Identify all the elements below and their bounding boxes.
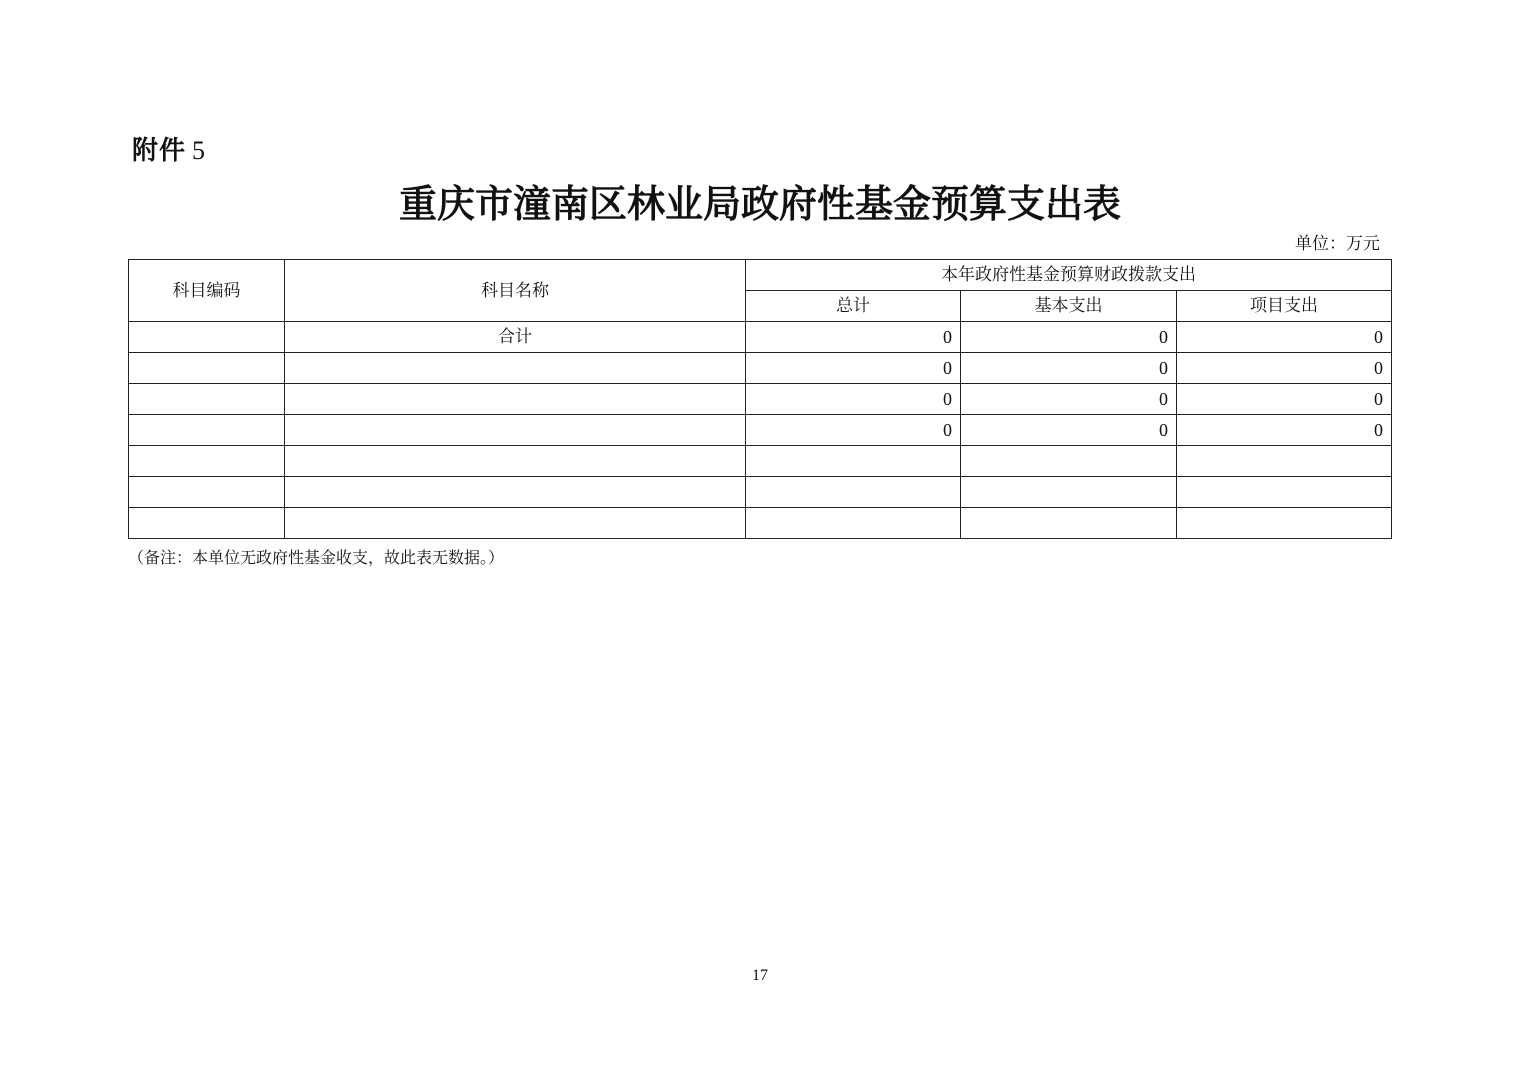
cell-total: 0 xyxy=(746,384,961,415)
cell-subject-name xyxy=(285,508,746,539)
table-header-row xyxy=(129,260,1392,291)
cell-subject-name xyxy=(285,477,746,508)
cell-total: 0 xyxy=(746,415,961,446)
budget-expenditure-table xyxy=(128,259,1392,539)
cell-subject-name: 合计 xyxy=(285,322,746,353)
attachment-label-text: 附件 xyxy=(132,136,187,166)
header-appropriation-group: 本年政府性基金预算财政拨款支出 xyxy=(746,260,1392,291)
cell-basic xyxy=(961,477,1177,508)
cell-project: 0 xyxy=(1177,322,1392,353)
cell-subject-name xyxy=(285,446,746,477)
table-row xyxy=(129,322,1392,353)
document-title: 重庆市潼南区林业局政府性基金预算支出表 xyxy=(398,181,1121,226)
table-row xyxy=(129,508,1392,539)
table-note: （备注：本单位无政府性基金收支，故此表无数据。） xyxy=(128,548,505,567)
cell-subject-code xyxy=(129,415,285,446)
table-row xyxy=(129,384,1392,415)
cell-subject-code xyxy=(129,384,285,415)
cell-basic xyxy=(961,446,1177,477)
cell-subject-code xyxy=(129,508,285,539)
header-total: 总计 xyxy=(746,291,961,322)
page-number: 17 xyxy=(752,967,768,984)
header-project-expenditure: 项目支出 xyxy=(1177,291,1392,322)
cell-project: 0 xyxy=(1177,384,1392,415)
unit-label: 单位：万元 xyxy=(1295,234,1380,254)
cell-total xyxy=(746,446,961,477)
cell-project xyxy=(1177,446,1392,477)
cell-basic: 0 xyxy=(961,322,1177,353)
table-row xyxy=(129,415,1392,446)
cell-basic xyxy=(961,508,1177,539)
cell-project xyxy=(1177,477,1392,508)
cell-total xyxy=(746,508,961,539)
cell-project: 0 xyxy=(1177,353,1392,384)
table-row xyxy=(129,353,1392,384)
cell-total xyxy=(746,477,961,508)
cell-subject-code xyxy=(129,477,285,508)
attachment-number: 5 xyxy=(192,136,207,165)
header-subject-code: 科目编码 xyxy=(129,260,285,322)
cell-project: 0 xyxy=(1177,415,1392,446)
cell-subject-code xyxy=(129,353,285,384)
cell-subject-name xyxy=(285,353,746,384)
cell-subject-name xyxy=(285,415,746,446)
cell-subject-name xyxy=(285,384,746,415)
cell-basic: 0 xyxy=(961,353,1177,384)
cell-total: 0 xyxy=(746,322,961,353)
cell-subject-code xyxy=(129,446,285,477)
cell-basic: 0 xyxy=(961,384,1177,415)
attachment-label xyxy=(132,134,206,168)
header-basic-expenditure: 基本支出 xyxy=(961,291,1177,322)
cell-basic: 0 xyxy=(961,415,1177,446)
table-row xyxy=(129,446,1392,477)
header-subject-name: 科目名称 xyxy=(285,260,746,322)
cell-project xyxy=(1177,508,1392,539)
cell-subject-code xyxy=(129,322,285,353)
table-row xyxy=(129,477,1392,508)
cell-total: 0 xyxy=(746,353,961,384)
